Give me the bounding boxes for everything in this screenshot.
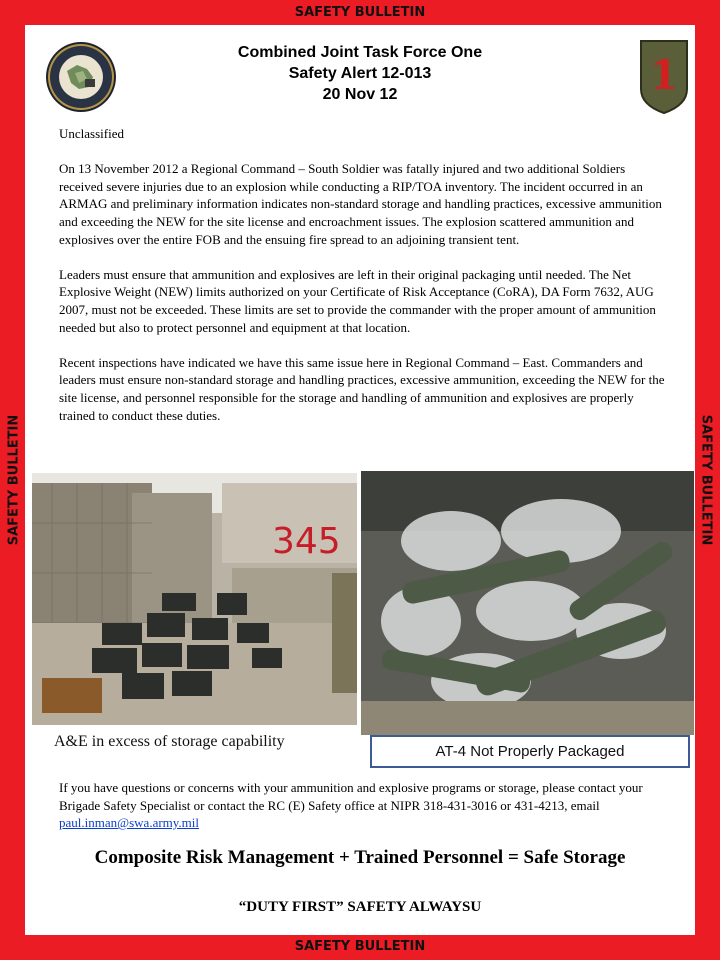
header-date: 20 Nov 12 <box>322 86 398 103</box>
safety-bulletin-banner-left: SAFETY BULLETIN <box>6 414 22 546</box>
regional-command-east-seal-icon <box>45 41 117 113</box>
contact-paragraph <box>59 779 665 832</box>
first-infantry-division-patch-icon <box>639 39 689 115</box>
alert-header <box>125 42 595 105</box>
header-title: Combined Joint Task Force One <box>237 44 483 61</box>
risk-management-slogan: Composite Risk Management + Trained Personnel = Safe Storage <box>94 847 626 868</box>
safety-bulletin-banner-right: SAFETY BULLETIN <box>698 414 714 546</box>
safety-bulletin-banner-top: SAFETY BULLETIN <box>294 5 426 20</box>
at4-launchers-photo <box>361 471 694 735</box>
safety-bulletin-banner-bottom: SAFETY BULLETIN <box>294 939 426 954</box>
body-paragraph: Recent inspections have indicated we have this same issue here in Regional Command – East. Commanders and leaders must ensure non-standard storage and handling practices, excessive ammunition, exceeding the NEW for the site license, and personnel responsible for the storage and handling of ammunition and explosives are properly trained to conduct these duties. <box>59 354 665 423</box>
bulletin-body <box>59 125 665 442</box>
contact-text: If you have questions or concerns with your ammunition and explosive programs or storage, please contact your Brigade Safety Specialist or contact the RC (E) Safety office at NIPR 318-431-3016 or 431-4213, email <box>59 780 643 813</box>
patch-numeral: 1 <box>650 52 678 99</box>
bulletin-sheet <box>25 25 695 935</box>
ammunition-storage-photo <box>32 473 357 725</box>
wall-numbers: 345 <box>272 521 341 562</box>
safety-email-link[interactable]: paul.inman@swa.army.mil <box>59 815 200 831</box>
classification-label: Unclassified <box>59 126 124 141</box>
photo-caption-right: AT-4 Not Properly Packaged <box>370 735 690 768</box>
body-paragraph: On 13 November 2012 a Regional Command – South Soldier was fatally injured and two additional Soldiers received severe injuries due to an explosion while conducting a RIP/TOA inventory. The incident occurred in an ARMAG and preliminary information indicates non-standard storage and handling practices, excessive ammunition and exceeding the NEW for the site license and encroachment issues. The explosion scattered ammunition and explosives over the entire FOB and the ensuing fire spread to an adjoining transient tent. <box>59 161 662 247</box>
header-alert-number: Safety Alert 12-013 <box>288 65 432 82</box>
photo-caption-left: A&E in excess of storage capability <box>32 725 351 759</box>
body-paragraph: Leaders must ensure that ammunition and explosives are left in their original packaging until needed. The Net Explosive Weight (NEW) limits authorized on your Certificate of Risk Acceptance (CoRA), DA Form 7632, AUG 2007, must not be exceeded. These limits are set to provide the commander with the proper amount of ammunition needed but also to protect personnel and equipment at that location. <box>59 266 656 335</box>
duty-first-motto: “DUTY FIRST” SAFETY ALWAYSU <box>238 899 482 915</box>
